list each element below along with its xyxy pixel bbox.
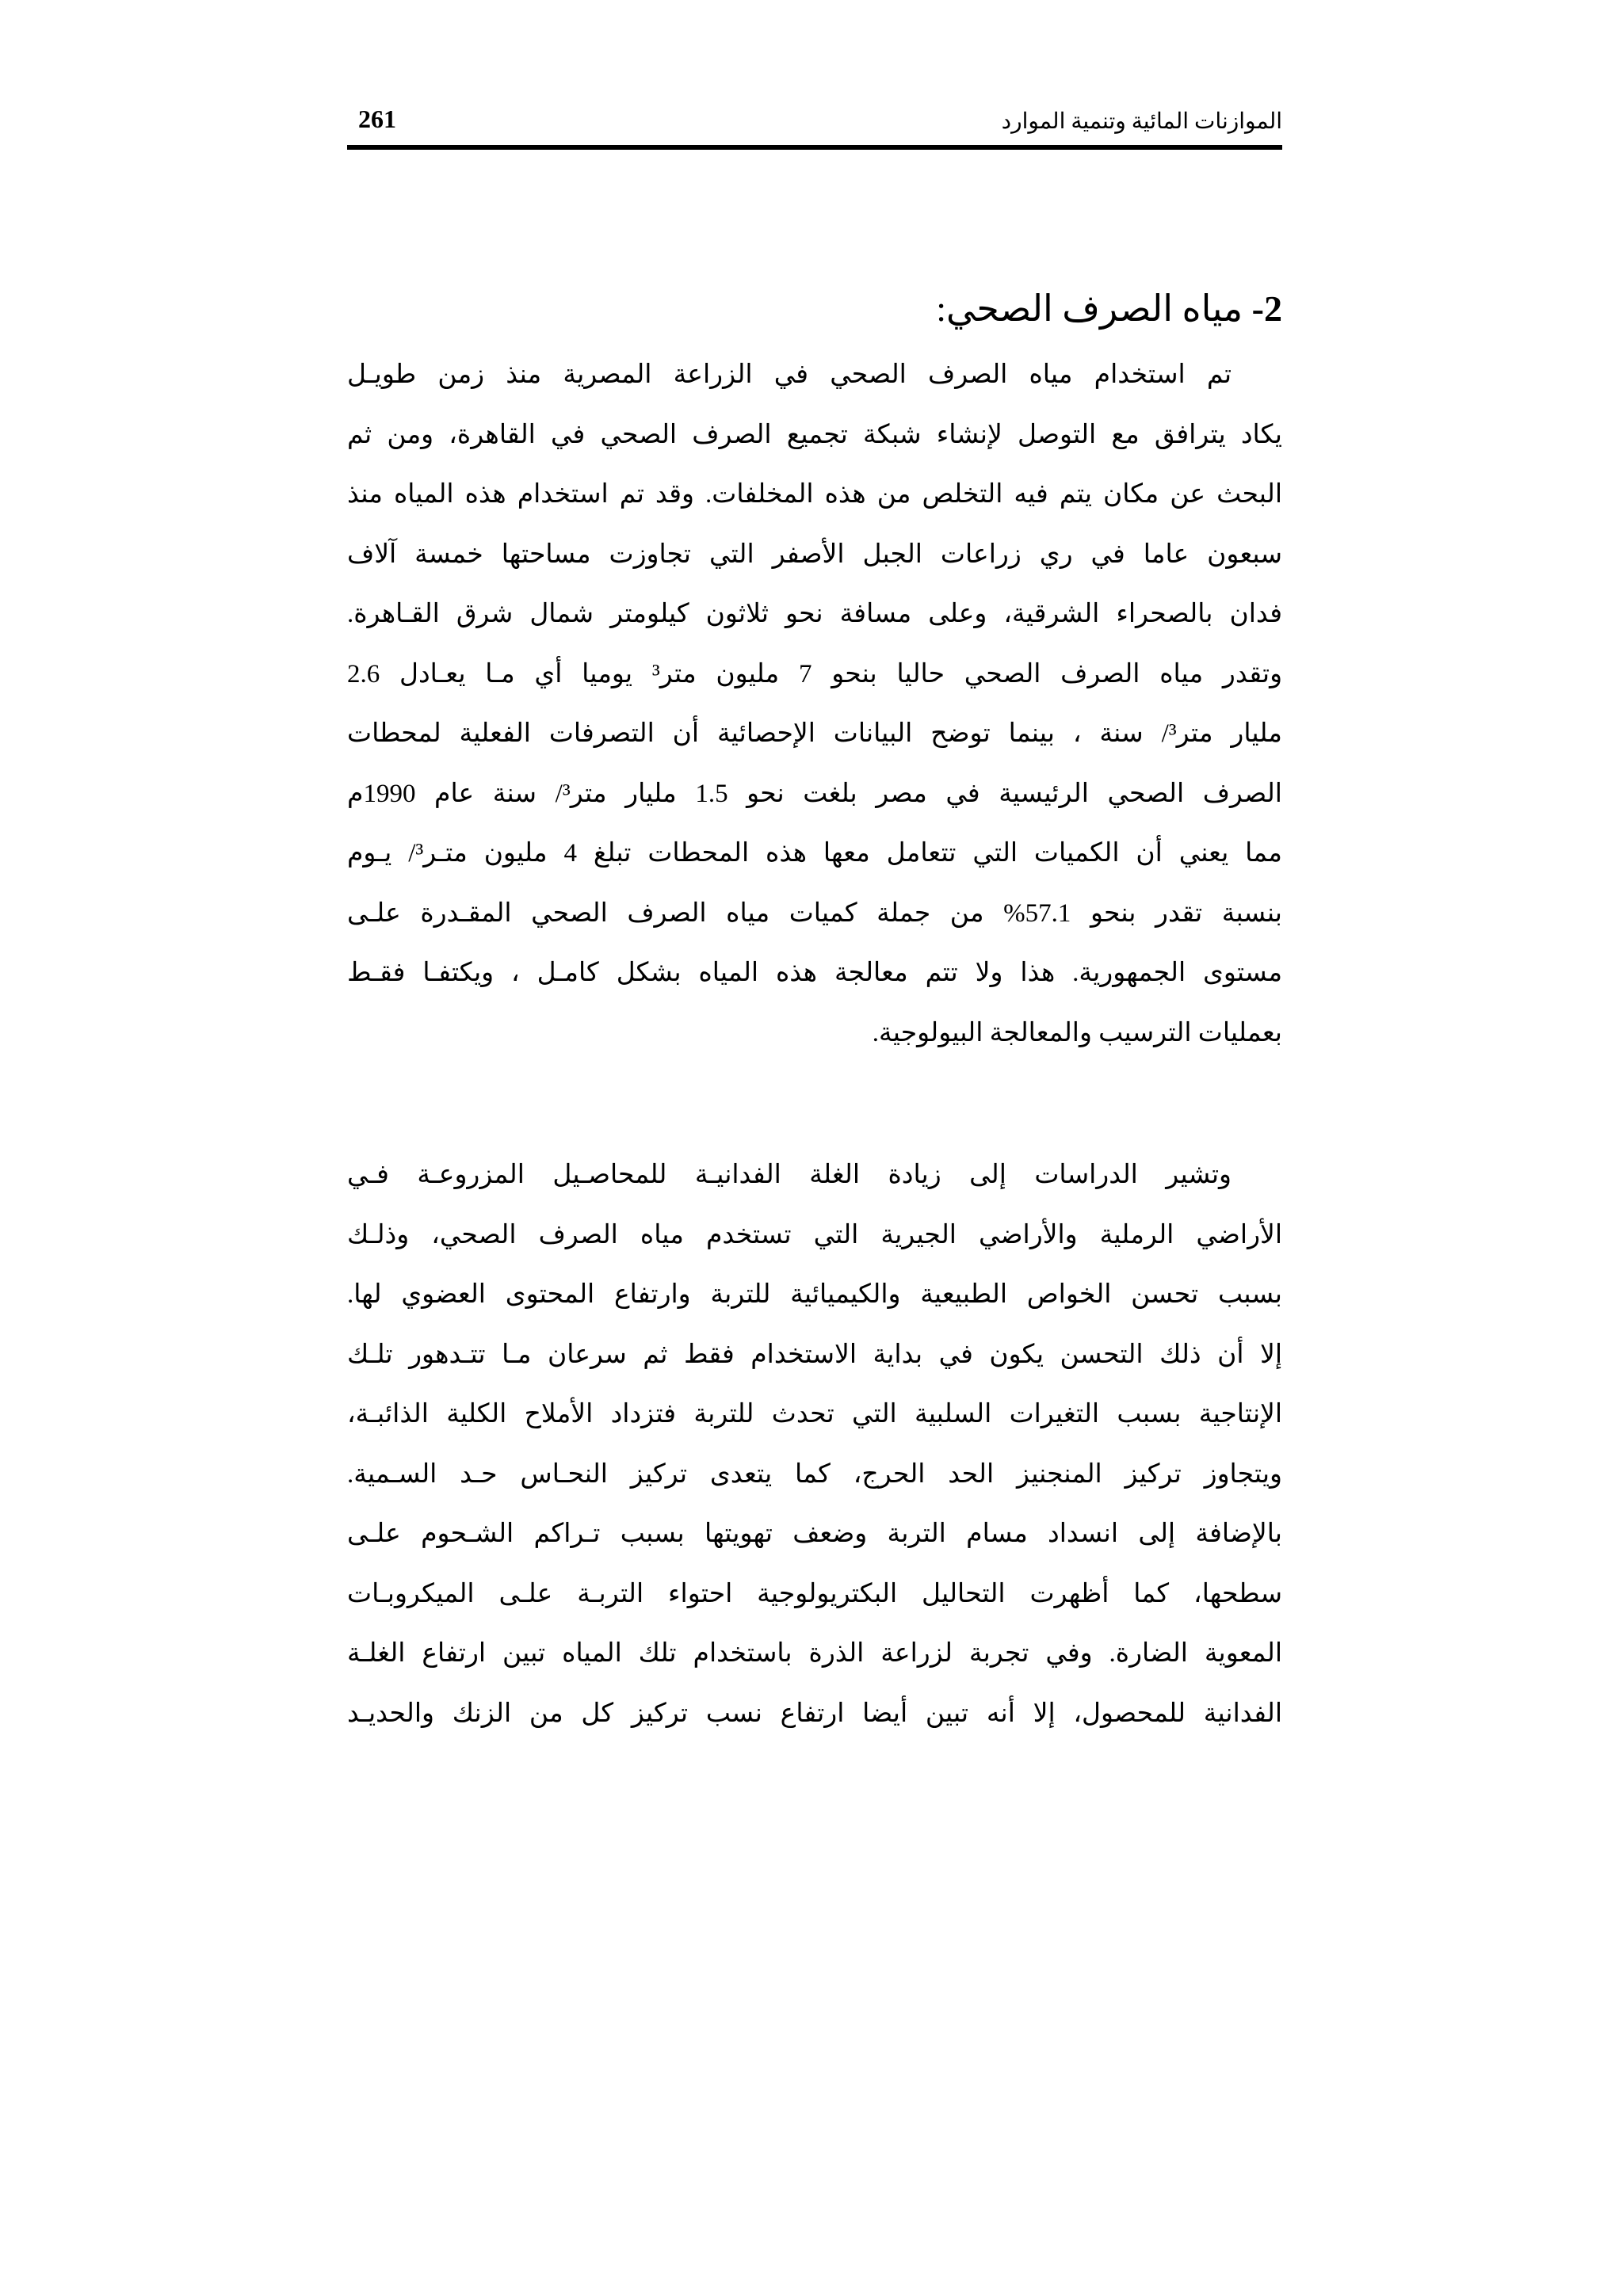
paragraph-line: بعمليات الترسيب والمعالجة البيولوجية. (872, 1018, 1282, 1047)
section-number: 2- (1251, 288, 1282, 329)
paragraph-line: سطحها، كما أظهرت التحاليل البكتريولوجية احتواء التربـة علـى الميكروبـات (347, 1579, 1282, 1608)
paragraph-line: مليار متر³/ سنة ، بينما توضح البيانات الإحصائية أن التصرفات الفعلية لمحطات (347, 719, 1282, 748)
paragraph-line: البحث عن مكان يتم فيه التخلص من هذه المخلفات. وقد تم استخدام هذه المياه منذ (347, 480, 1282, 509)
paragraph-line: بسبب تحسن الخواص الطبيعية والكيميائية للتربة وارتفاع المحتوى العضوي لها. (347, 1280, 1282, 1309)
paragraph-line: سبعون عاما في ري زراعات الجبل الأصفر التي تجاوزت مساحتها خمسة آلاف (347, 540, 1282, 569)
paragraph-2 (347, 1146, 1282, 1744)
paragraph-line: فدان بالصحراء الشرقية، وعلى مسافة نحو ثلاثون كيلومتر شمال شرق القـاهرة. (347, 600, 1282, 628)
paragraph-line: تم استخدام مياه الصرف الصحي في الزراعة المصرية منذ زمن طويـل (347, 360, 1232, 389)
running-title: الموازنات المائية وتنمية الموارد (1001, 109, 1282, 134)
paragraph-line: إلا أن ذلك التحسن يكون في بداية الاستخدام فقط ثم سرعان مـا تتـدهور تلـك (347, 1340, 1282, 1369)
paragraph-line: وتشير الدراسات إلى زيادة الغلة الفدانيـة للمحاصـيل المزروعـة فـي (347, 1161, 1232, 1189)
paragraph-line: بالإضافة إلى انسداد مسام التربة وضعف تهويتها بسبب تـراكم الشـحوم علـى (347, 1520, 1282, 1548)
paragraph-line: الصرف الصحي الرئيسية في مصر بلغت نحو 1.5 مليار متر³/ سنة عام 1990م (347, 779, 1282, 808)
paragraph-spacer (347, 1063, 1282, 1146)
page-number: 261 (358, 105, 396, 133)
header-rule (347, 145, 1282, 150)
paragraph-line: الإنتاجية بسبب التغيرات السلبية التي تحدث للتربة فتزداد الأملاح الكلية الذائبـة، (347, 1400, 1282, 1428)
section-heading (347, 285, 1282, 333)
paragraph-line: الفدانية للمحصول، إلا أنه تبين أيضا ارتفاع نسب تركيز كل من الزنك والحديـد (347, 1699, 1282, 1728)
paragraph-line: الأراضي الرملية والأراضي الجيرية التي تستخدم مياه الصرف الصحي، وذلـك (347, 1220, 1282, 1249)
section-title: مياه الصرف الصحي: (936, 288, 1243, 329)
paragraph-line: بنسبة تقدر بنحو 57.1% من جملة كميات مياه الصرف الصحي المقـدرة علـى (347, 898, 1282, 928)
page-body (347, 285, 1282, 1744)
paragraph-1 (347, 345, 1282, 1063)
paragraph-line: مستوى الجمهورية. هذا ولا تتم معالجة هذه المياه بشكل كامـل ، ويكتفـا فقـط (347, 959, 1282, 987)
paragraph-line: المعوية الضارة. وفي تجربة لزراعة الذرة باستخدام تلك المياه تبين ارتفاع الغلـة (347, 1639, 1282, 1668)
paragraph-line: ويتجاوز تركيز المنجنيز الحد الحرج، كما يتعدى تركيز النحـاس حـد السـمية. (347, 1459, 1282, 1489)
paragraph-line: وتقدر مياه الصرف الصحي حاليا بنحو 7 مليون متر³ يوميا أي مـا يعـادل 2.6 (347, 659, 1282, 688)
paragraph-line: يكاد يترافق مع التوصل لإنشاء شبكة تجميع الصرف الصحي في القاهرة، ومن ثم (347, 420, 1282, 449)
page-header (347, 101, 1282, 146)
paragraph-line: مما يعني أن الكميات التي تتعامل معها هذه المحطات تبلغ 4 مليون متـر³/ يـوم (347, 839, 1282, 868)
